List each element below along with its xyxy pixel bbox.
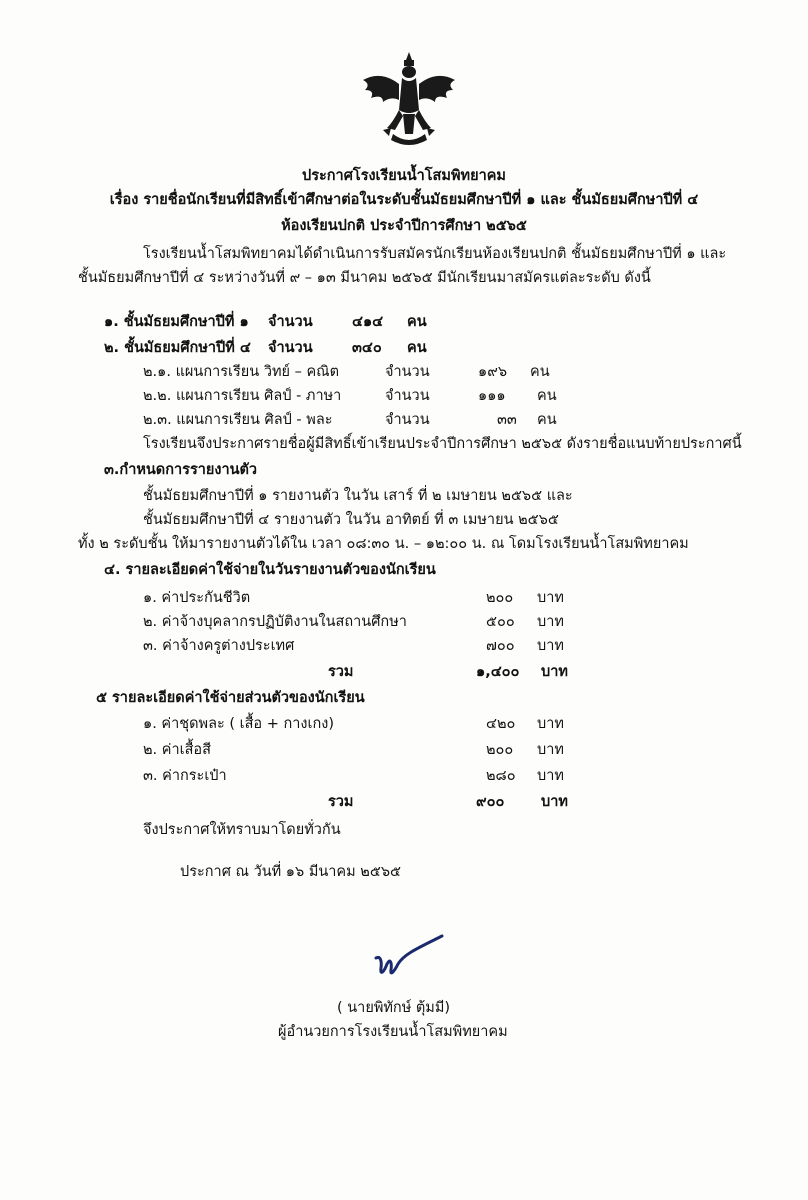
fee-item-amount: ๕๐๐ bbox=[486, 614, 515, 630]
track-count-label: จำนวน bbox=[385, 388, 430, 404]
signature-mark bbox=[372, 932, 452, 988]
subject-line-2: ห้องเรียนปกติ ประจำปีการศึกษา ๒๕๖๕ bbox=[281, 218, 527, 234]
track-count: ๑๑๑ bbox=[478, 388, 506, 404]
enrollment-count-label: จำนวน bbox=[268, 314, 313, 330]
announce-line: โรงเรียนจึงประกาศรายชื่อผู้มีสิทธิ์เข้าเรียนประจำปีการศึกษา ๒๕๖๕ ดังรายชื่อแนบท้ายประกาศนี้ bbox=[143, 436, 742, 452]
fee-item-label: ๑. ค่าประกันชีวิต bbox=[143, 590, 251, 606]
garuda-emblem bbox=[353, 50, 465, 150]
fee-item-label: ๒. ค่าจ้างบุคลากรปฏิบัติงานในสถานศึกษา bbox=[143, 614, 407, 630]
enrollment-item-label: ๒. ชั้นมัธยมศึกษาปีที่ ๔ bbox=[104, 340, 251, 356]
document-title: ประกาศโรงเรียนน้ำโสมพิทยาคม bbox=[302, 168, 506, 184]
report-line-2: ชั้นมัธยมศึกษาปีที่ ๔ รายงานตัว ในวัน อาทิตย์ ที่ ๓ เมษายน ๒๕๖๕ bbox=[143, 512, 559, 528]
personal-item-label: ๓. ค่ากระเป๋า bbox=[143, 768, 227, 784]
personal-heading: ๕ รายละเอียดค่าใช้จ่ายส่วนตัวของนักเรียน bbox=[96, 690, 365, 706]
report-heading: ๓.กำหนดการรายงานตัว bbox=[104, 462, 258, 478]
personal-item-amount: ๒๐๐ bbox=[486, 742, 514, 758]
fee-total-amount: ๑,๔๐๐ bbox=[476, 664, 520, 680]
enrollment-count-label: จำนวน bbox=[268, 340, 313, 356]
fee-item-unit: บาท bbox=[537, 614, 564, 630]
report-line-1: ชั้นมัธยมศึกษาปีที่ ๑ รายงานตัว ในวัน เสาร์ ที่ ๒ เมษายน ๒๕๖๕ และ bbox=[143, 488, 573, 504]
report-line-3: ทั้ง ๒ ระดับชั้น ให้มารายงานตัวได้ใน เวลา ๐๘:๓๐ น. – ๑๒:๐๐ น. ณ โดมโรงเรียนน้ำโสมพิทยาคม bbox=[78, 536, 689, 552]
date-line: ประกาศ ณ วันที่ ๑๖ มีนาคม ๒๕๖๕ bbox=[180, 864, 402, 880]
personal-item-unit: บาท bbox=[537, 768, 564, 784]
enrollment-unit: คน bbox=[407, 314, 427, 330]
personal-item-label: ๑. ค่าชุดพละ ( เสื้อ + กางเกง) bbox=[143, 716, 334, 732]
personal-item-unit: บาท bbox=[537, 716, 564, 732]
track-count: ๑๙๖ bbox=[478, 364, 508, 380]
intro-line-1: โรงเรียนน้ำโสมพิทยาคมได้ดำเนินการรับสมัครนักเรียนห้องเรียนปกติ ชั้นมัธยมศึกษาปีที่ ๑ และ bbox=[143, 246, 727, 262]
personal-item-unit: บาท bbox=[537, 742, 564, 758]
intro-line-2: ชั้นมัธยมศึกษาปีที่ ๔ ระหว่างวันที่ ๙ – ๑๓ มีนาคม ๒๕๖๕ มีนักเรียนมาสมัครแต่ละระดับ ดังนี้ bbox=[78, 270, 651, 286]
fee-item-label: ๓. ค่าจ้างครูต่างประเทศ bbox=[143, 638, 295, 654]
enrollment-count: ๔๑๔ bbox=[352, 314, 384, 330]
closing-line: จึงประกาศให้ทราบมาโดยทั่วกัน bbox=[143, 822, 341, 838]
track-count-label: จำนวน bbox=[385, 412, 430, 428]
track-unit: คน bbox=[530, 364, 550, 380]
fee-total-label: รวม bbox=[328, 664, 354, 680]
personal-total-amount: ๙๐๐ bbox=[476, 794, 505, 810]
fees-heading: ๔. รายละเอียดค่าใช้จ่ายในวันรายงานตัวของนักเรียน bbox=[104, 562, 436, 578]
enrollment-unit: คน bbox=[407, 340, 427, 356]
personal-item-amount: ๒๘๐ bbox=[486, 768, 516, 784]
track-unit: คน bbox=[537, 412, 557, 428]
personal-item-label: ๒. ค่าเสื้อสี bbox=[143, 742, 211, 758]
signer-name: ( นายพิทักษ์ ตุ้มมี) bbox=[337, 1000, 451, 1016]
signer-position: ผู้อำนวยการโรงเรียนน้ำโสมพิทยาคม bbox=[278, 1024, 508, 1040]
track-label: ๒.๒. แผนการเรียน ศิลป์ - ภาษา bbox=[143, 388, 342, 404]
track-label: ๒.๓. แผนการเรียน ศิลป์ - พละ bbox=[143, 412, 333, 428]
personal-item-amount: ๔๒๐ bbox=[486, 716, 516, 732]
personal-total-unit: บาท bbox=[541, 794, 568, 810]
track-label: ๒.๑. แผนการเรียน วิทย์ – คณิต bbox=[143, 364, 340, 380]
fee-item-amount: ๒๐๐ bbox=[486, 590, 514, 606]
fee-item-unit: บาท bbox=[537, 590, 564, 606]
subject-line-1: เรื่อง รายชื่อนักเรียนที่มีสิทธิ์เข้าศึกษาต่อในระดับชั้นมัธยมศึกษาปีที่ ๑ และ ชั้นมัธยมศึกษาปีที่ ๔ bbox=[109, 192, 699, 208]
track-unit: คน bbox=[537, 388, 557, 404]
enrollment-count: ๓๔๐ bbox=[352, 340, 382, 356]
personal-total-label: รวม bbox=[328, 794, 354, 810]
fee-item-amount: ๗๐๐ bbox=[486, 638, 515, 654]
enrollment-item-label: ๑. ชั้นมัธยมศึกษาปีที่ ๑ bbox=[104, 314, 249, 330]
track-count-label: จำนวน bbox=[385, 364, 430, 380]
fee-item-unit: บาท bbox=[537, 638, 564, 654]
fee-total-unit: บาท bbox=[541, 664, 568, 680]
track-count: ๓๓ bbox=[497, 412, 517, 428]
